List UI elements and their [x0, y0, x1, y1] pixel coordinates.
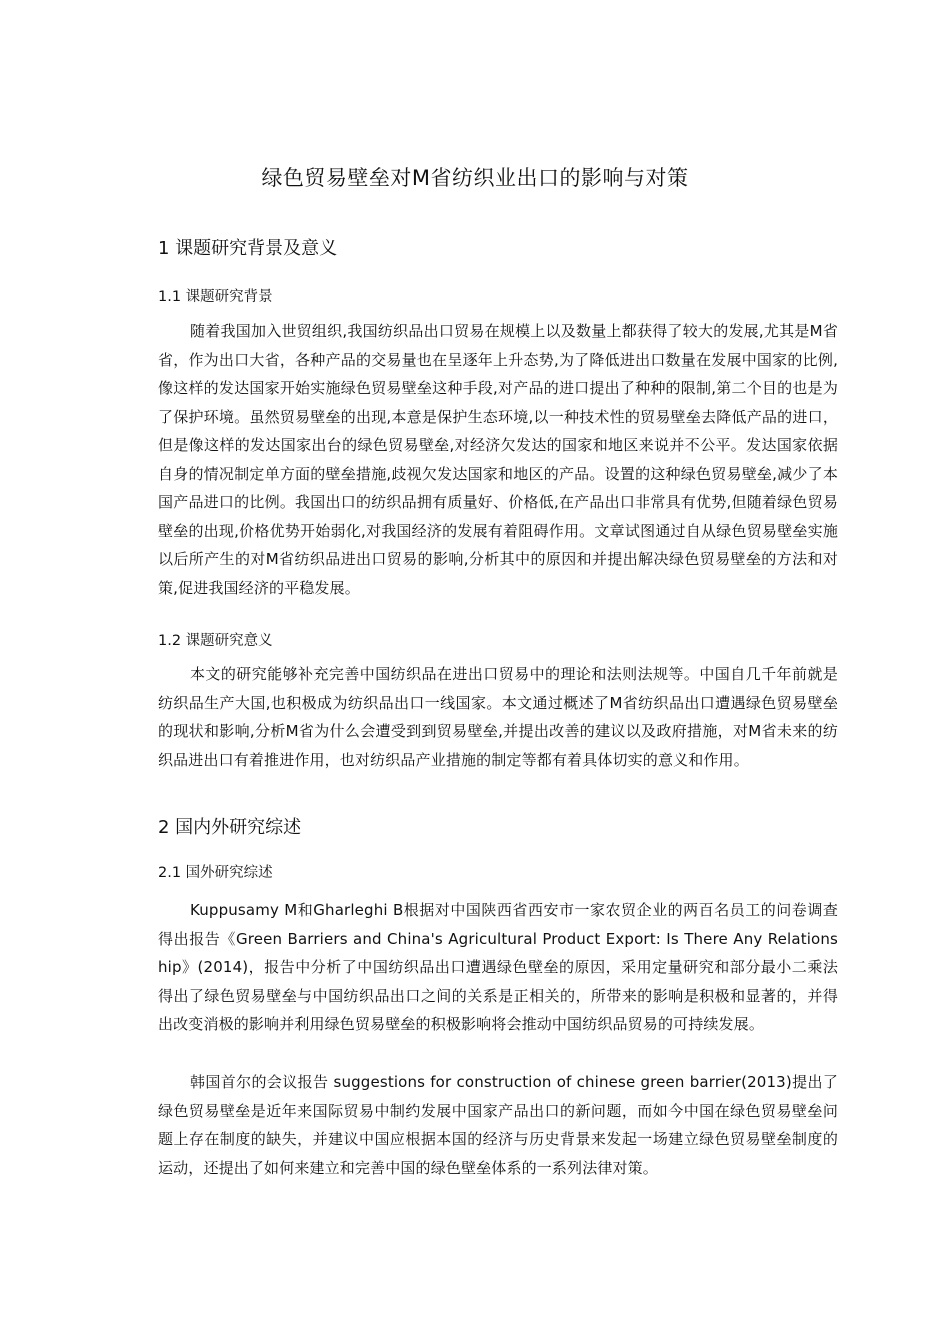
section-2-1-paragraph-1: Kuppusamy M和Gharleghi B根据对中国陕西省西安市一家农贸企业的两百名员工的问卷调查得出报告《Green Barriers and China's Agricultural Product Export: Is There Any Relationship》(2014)，报告中分析了中国纺织品出口遭遇绿色壁垒的原因，采用定量研究和部分最小二乘法得出了绿色贸易壁垒与中国纺织品出口之间的关系是正相关的，所带来的影响是积极和显著的，并得出改变消极的影响并利用绿色贸易壁垒的积极影响将会推动中国纺织品贸易的可持续发展。 — [158, 901, 838, 1033]
section-2-heading: 2 国内外研究综述 — [158, 817, 302, 838]
section-1-heading: 1 课题研究背景及意义 — [158, 238, 338, 259]
section-1-2-heading: 1.2 课题研究意义 — [158, 633, 273, 649]
section-1-1-heading: 1.1 课题研究背景 — [158, 289, 273, 305]
section-2-1-paragraph-2: 韩国首尔的会议报告 suggestions for construction of chinese green barrier(2013)提出了绿色贸易壁垒是近年来国际贸易中制约发展中国家产品出口的新问题，而如今中国在绿色贸易壁垒问题上存在制度的缺失，并建议中国应根据本国的经济与历史背景来发起一场建立绿色贸易壁垒制度的运动，还提出了如何来建立和完善中国的绿色壁垒体系的一系列法律对策。 — [158, 1073, 838, 1177]
section-2-1-heading: 2.1 国外研究综述 — [158, 865, 273, 881]
section-1-1-paragraph: 随着我国加入世贸组织,我国纺织品出口贸易在规模上以及数量上都获得了较大的发展,尤其是M省省，作为出口大省，各种产品的交易量也在呈逐年上升态势,为了降低进出口数量在发展中国家的比例,像这样的发达国家开始实施绿色贸易壁垒这种手段,对产品的进口提出了种种的限制,第二个目的也是为了保护环境。虽然贸易壁垒的出现,本意是保护生态环境,以一种技术性的贸易壁垒去降低产品的进口，但是像这样的发达国家出台的绿色贸易壁垒,对经济欠发达的国家和地区来说并不公平。发达国家依据自身的情况制定单方面的壁垒措施,歧视欠发达国家和地区的产品。设置的这种绿色贸易壁垒,减少了本国产品进口的比例。我国出口的纺织品拥有质量好、价格低,在产品出口非常具有优势,但随着绿色贸易壁垒的出现,价格优势开始弱化,对我国经济的发展有着阻碍作用。文章试图通过自从绿色贸易壁垒实施以后所产生的对M省纺织品进出口贸易的影响,分析其中的原因和并提出解决绿色贸易壁垒的方法和对策,促进我国经济的平稳发展。 — [158, 322, 838, 597]
section-1-2-paragraph: 本文的研究能够补充完善中国纺织品在进出口贸易中的理论和法则法规等。中国自几千年前就是纺织品生产大国,也积极成为纺织品出口一线国家。本文通过概述了M省纺织品出口遭遇绿色贸易壁垒的现状和影响,分析M省为什么会遭受到到贸易壁垒,并提出改善的建议以及政府措施，对M省未来的纺织品进出口有着推进作用，也对纺织品产业措施的制定等都有着具体切实的意义和作用。 — [158, 665, 838, 769]
document-title: 绿色贸易壁垒对M省纺织业出口的影响与对策 — [261, 166, 689, 190]
